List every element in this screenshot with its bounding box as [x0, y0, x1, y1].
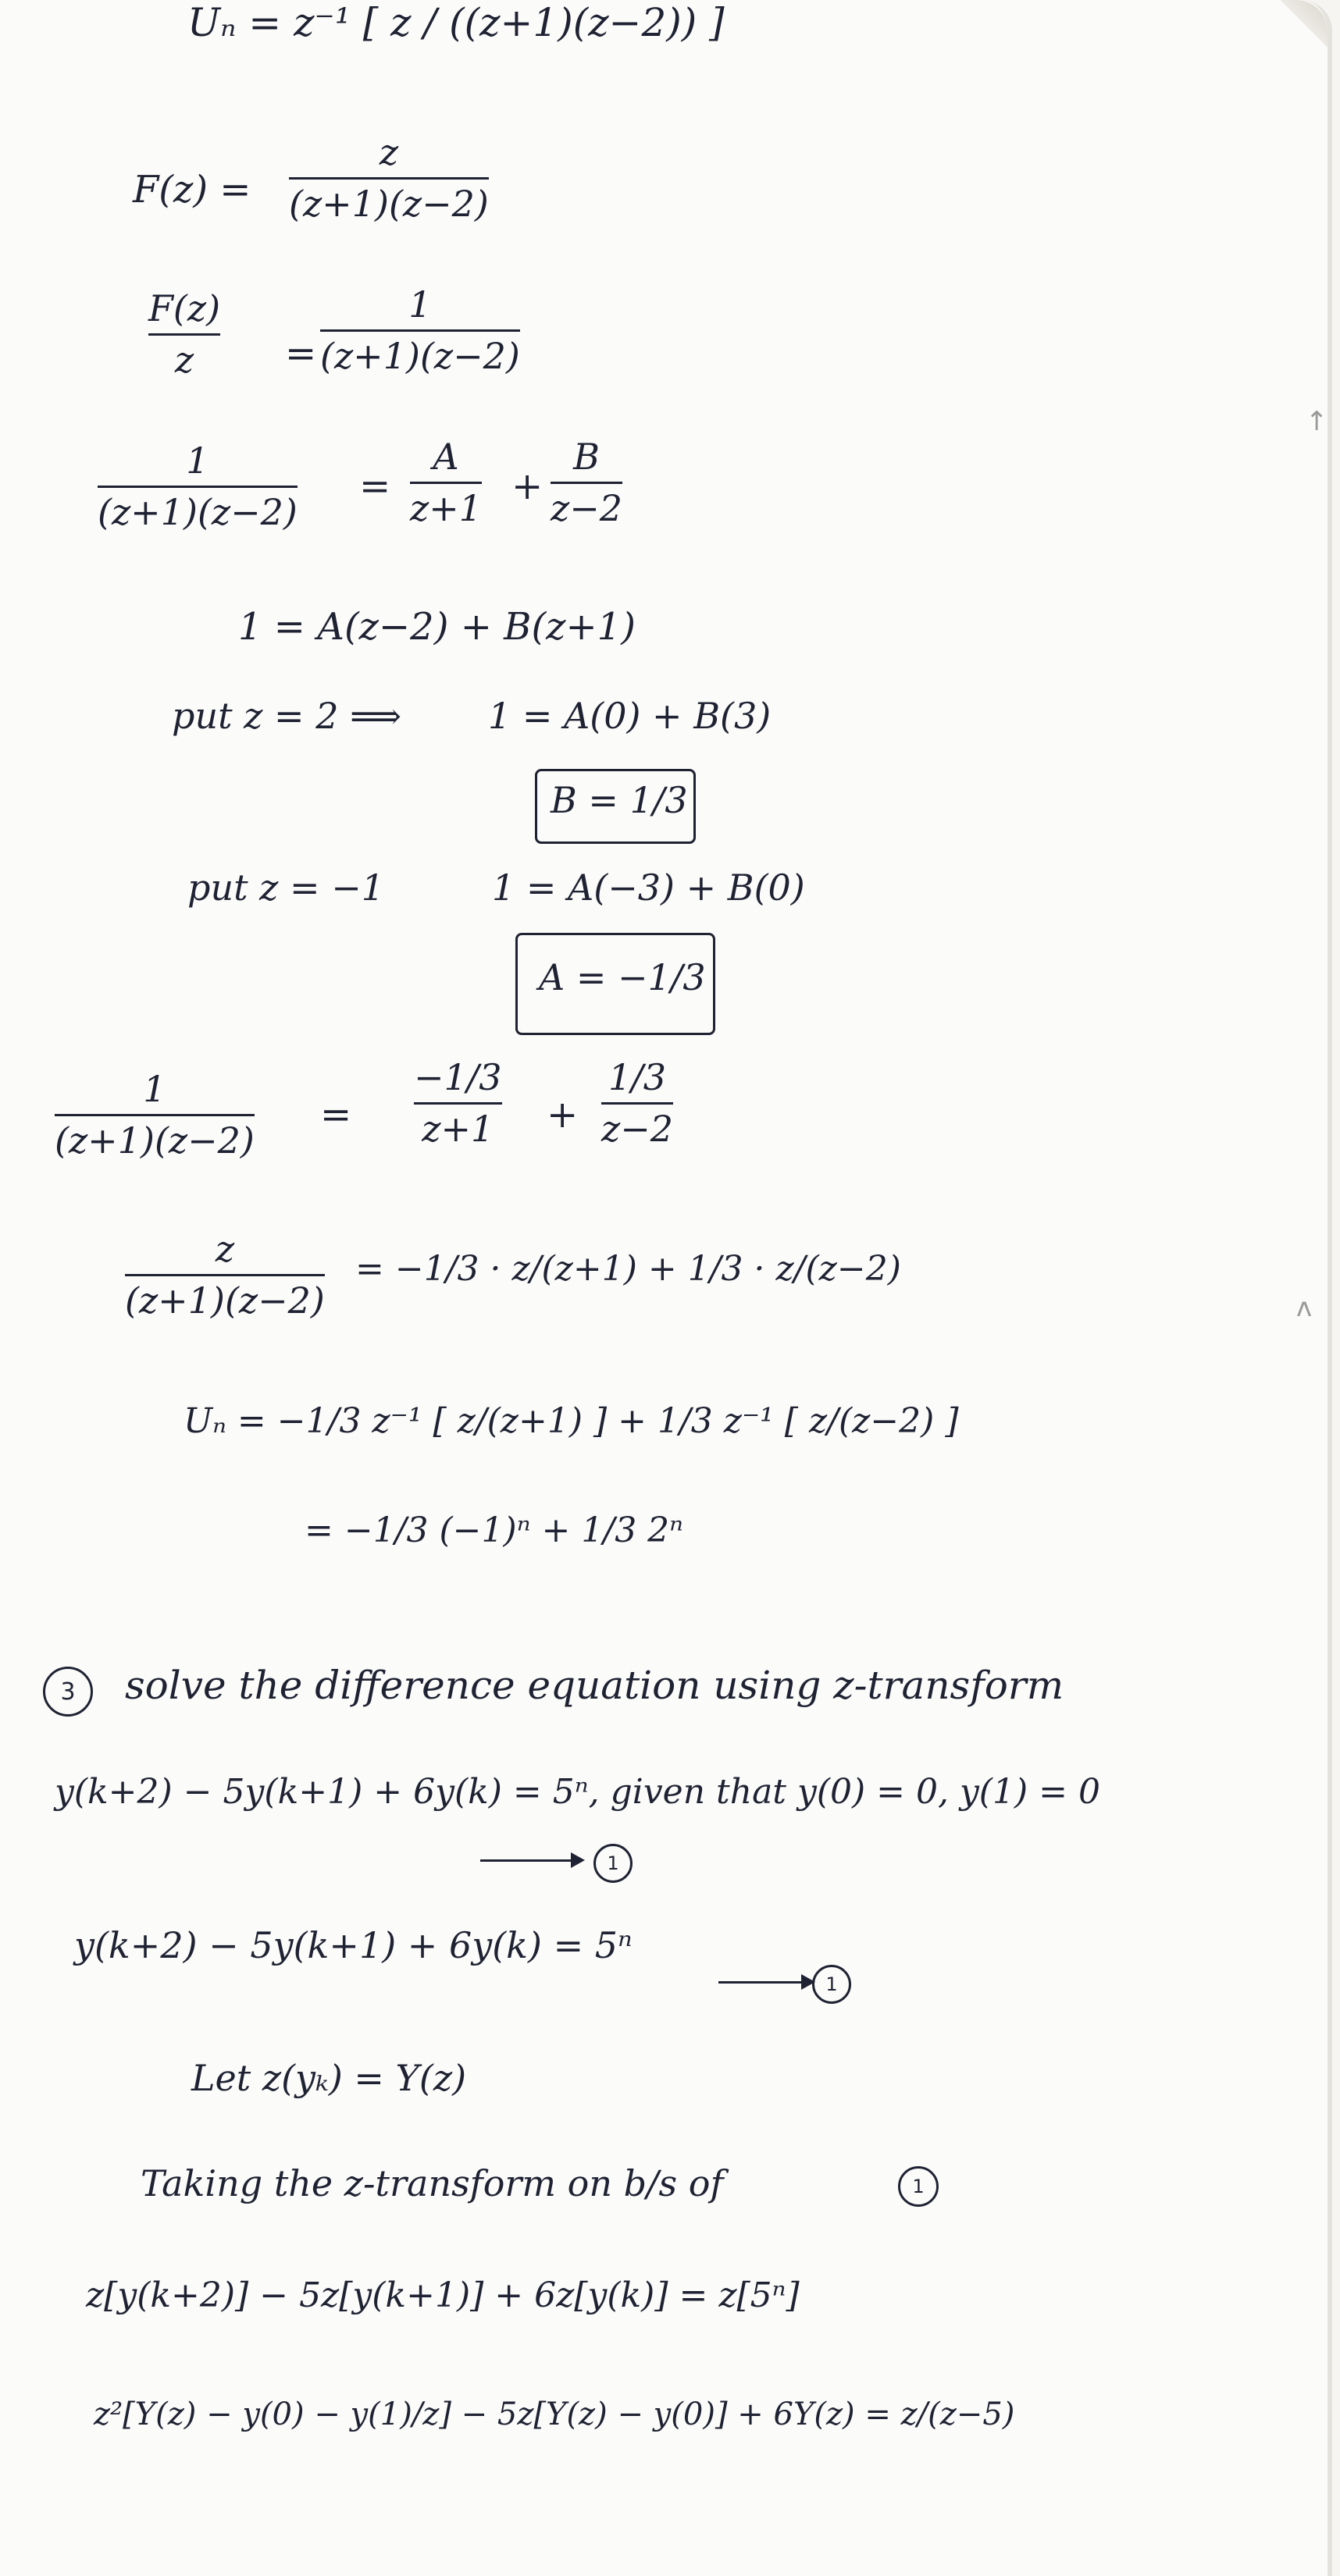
fraction-third-term — [601, 1058, 673, 1148]
line-solve-a: 1 = A(−3) + B(0) — [492, 866, 805, 909]
fraction-bar — [289, 177, 489, 180]
line-put-z-2: put z = 2 ⟹ — [172, 695, 402, 737]
arrow-to-eq1-tag — [718, 1981, 812, 1984]
line-put-z-minus-1: put z = −1 — [187, 866, 385, 909]
line-identity: 1 = A(z−2) + B(z+1) — [238, 605, 636, 649]
page-corner — [1281, 0, 1328, 47]
fraction-numerator: −1/3 — [414, 1056, 502, 1098]
line-decomp-rhs: = −1/3 · z/(z+1) + 1/3 · z/(z−2) — [355, 1249, 901, 1289]
fraction-numerator: B — [573, 436, 600, 478]
fraction-denominator: z+1 — [410, 486, 483, 529]
fraction-bar — [125, 1274, 325, 1276]
fraction-denominator: (z+1)(z−2) — [289, 182, 489, 225]
b-result: B = 1/3 — [551, 779, 688, 821]
take-tag-circle: 1 — [898, 2166, 939, 2207]
plus-sign: + — [511, 464, 543, 508]
question-number-circle: 3 — [43, 1667, 93, 1717]
fraction-bar — [551, 482, 622, 484]
fraction-denominator: z+1 — [422, 1107, 494, 1150]
fraction-z-over-product — [125, 1229, 325, 1320]
equals-sign: = — [320, 1093, 352, 1137]
line-un-inverse: Uₙ = z⁻¹ [ z / ((z+1)(z−2)) ] — [187, 0, 725, 45]
margin-mark-top: ↑ — [1306, 406, 1328, 437]
equals-sign: = — [285, 332, 317, 375]
equation-1: y(k+2) − 5y(k+1) + 6y(k) = 5ⁿ — [74, 1924, 633, 1966]
fraction-numerator: F(z) — [148, 287, 221, 329]
line-solve-b: 1 = A(0) + B(3) — [488, 695, 772, 737]
fraction-denominator: (z+1)(z−2) — [98, 490, 298, 533]
fraction-numerator: z — [215, 1228, 235, 1270]
fraction-numerator: 1/3 — [608, 1056, 667, 1098]
arrow-to-tag — [480, 1859, 582, 1862]
line-final-result: = −1/3 (−1)ⁿ + 1/3 2ⁿ — [305, 1510, 684, 1550]
margin-mark-middle: ʌ — [1296, 1292, 1313, 1323]
fraction-bar — [55, 1114, 255, 1116]
fraction-fz — [289, 133, 489, 223]
line-un-result: Uₙ = −1/3 z⁻¹ [ z/(z+1) ] + 1/3 z⁻¹ [ z/(z−2) ] — [184, 1401, 959, 1441]
fraction-denominator: z−2 — [601, 1107, 674, 1150]
fraction-bar — [601, 1102, 673, 1105]
eq1-tag-circle: 1 — [812, 1965, 851, 2004]
fraction-denominator: (z+1)(z−2) — [320, 334, 520, 377]
question-text: solve the difference equation using z-transform — [125, 1663, 1064, 1708]
fraction-fz-over-z — [148, 289, 220, 379]
equation-tag-circle: 1 — [593, 1844, 633, 1883]
fraction-neg-third-term — [414, 1058, 502, 1148]
fraction-a-term — [410, 437, 482, 528]
line-fz-label: F(z) = — [133, 168, 251, 212]
z-transform-line-2: z²[Y(z) − y(0) − y(1)/z] − 5z[Y(z) − y(0)] + 6Y(z) = z/(z−5) — [94, 2396, 1015, 2432]
fraction-bar — [98, 486, 298, 488]
fraction-bar — [410, 482, 482, 484]
fraction-bar — [148, 333, 220, 336]
fraction-denominator: z−2 — [551, 486, 623, 529]
fraction-denominator: (z+1)(z−2) — [55, 1119, 255, 1162]
fraction-bar — [414, 1102, 502, 1105]
z-transform-line-1: z[y(k+2)] − 5z[y(k+1)] + 6z[y(k)] = z[5ⁿ] — [86, 2275, 800, 2315]
fraction-numerator: 1 — [408, 283, 432, 326]
let-statement: Let z(yₖ) = Y(z) — [191, 2057, 467, 2099]
fraction-numerator: A — [433, 436, 459, 478]
fraction-denominator: (z+1)(z−2) — [125, 1279, 325, 1322]
fraction-partial-lhs — [98, 441, 298, 532]
fraction-b-term — [551, 437, 622, 528]
question-equation: y(k+2) − 5y(k+1) + 6y(k) = 5ⁿ, given that y(0) = 0, y(1) = 0 — [55, 1772, 1100, 1812]
plus-sign: + — [547, 1093, 579, 1137]
fraction-one-over-product — [320, 285, 520, 375]
a-result: A = −1/3 — [539, 956, 706, 998]
fraction-decomp-lhs — [55, 1069, 255, 1160]
fraction-denominator: z — [174, 338, 194, 381]
taking-transform-statement: Taking the z-transform on b/s of — [141, 2162, 724, 2204]
fraction-bar — [320, 329, 520, 332]
equals-sign: = — [359, 464, 391, 508]
fraction-numerator: 1 — [143, 1068, 166, 1110]
fraction-numerator: z — [379, 131, 399, 173]
fraction-numerator: 1 — [186, 439, 209, 482]
